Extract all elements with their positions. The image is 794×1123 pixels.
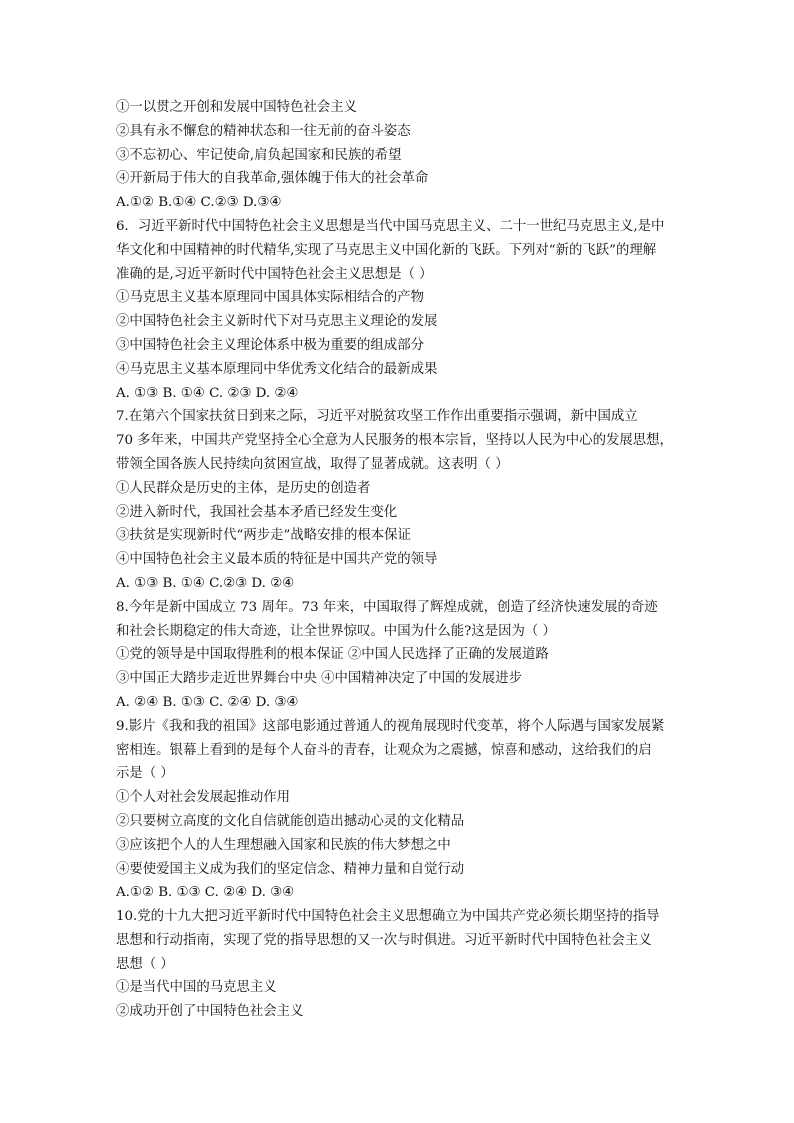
- option-line: ①是当代中国的马克思主义: [116, 980, 277, 996]
- option-line: ③应该把个人的人生理想融入国家和民族的伟大梦想之中: [116, 837, 451, 853]
- option-line: ③不忘初心、牢记使命,肩负起国家和民族的希望: [116, 147, 402, 163]
- option-line: ④开新局于伟大的自我革命,强体魄于伟大的社会革命: [116, 171, 429, 187]
- answer-choices: A. ①③ B. ①④ C.②③ D. ②④: [116, 575, 295, 591]
- option-line: ①一以贯之开创和发展中国特色社会主义: [116, 100, 358, 115]
- option-line: ③扶贫是实现新时代“两步走”战略安排的根本保证: [116, 528, 411, 544]
- option-line: ②成功开创了中国特色社会主义: [116, 1004, 304, 1020]
- question-8-stem: 8.今年是新中国成立 73 周年。73 年来，中国取得了辉煌成就，创造了经济快速发展的奇迹: [116, 599, 658, 615]
- option-line: ③中国正大踏步走近世界舞台中央 ④中国精神决定了中国的发展进步: [116, 671, 522, 687]
- question-10-stem: 思想和行动指南，实现了党的指导思想的又一次与时俱进。习近平新时代中国特色社会主义: [116, 932, 652, 948]
- option-line: ①党的领导是中国取得胜利的根本保证 ②中国人民选择了正确的发展道路: [116, 647, 549, 663]
- question-10-stem: 10.党的十九大把习近平新时代中国特色社会主义思想确立为中国共产党必须长期坚持的指导: [116, 909, 660, 925]
- option-line: ④马克思主义基本原理同中华优秀文化结合的最新成果: [116, 361, 438, 377]
- question-7-stem: 带领全国各族人民持续向贫困宣战，取得了显著成就。这表明（ ）: [116, 456, 509, 472]
- option-line: ②进入新时代，我国社会基本矛盾已经发生变化: [116, 504, 398, 520]
- question-8-stem: 和社会长期稳定的伟大奇迹，让全世界惊叹。中国为什么能?这是因为（ ）: [116, 623, 556, 639]
- question-6-stem: 准确的是,习近平新时代中国特色社会主义思想是（ ）: [116, 266, 433, 282]
- question-7-stem: 7.在第六个国家扶贫日到来之际，习近平对脱贫攻坚工作作出重要指示强调，新中国成立: [116, 409, 638, 425]
- question-9-stem: 示是（ ）: [116, 766, 174, 782]
- question-10-stem: 思想（ ）: [116, 956, 174, 972]
- answer-choices: A. ②④ B. ①③ C. ②④ D. ③④: [116, 694, 299, 710]
- option-line: ②具有永不懈怠的精神状态和一往无前的奋斗姿态: [116, 123, 411, 139]
- option-line: ①人民群众是历史的主体，是历史的创造者: [116, 480, 371, 496]
- option-line: ②只要树立高度的文化自信就能创造出撼动心灵的文化精品: [116, 813, 465, 829]
- option-line: ①个人对社会发展起推动作用: [116, 790, 291, 806]
- option-line: ④中国特色社会主义最本质的特征是中国共产党的领导: [116, 552, 438, 568]
- answer-choices: A.①② B. ①③ C. ②④ D. ③④: [116, 885, 295, 901]
- question-6-stem: 6．习近平新时代中国特色社会主义思想是当代中国马克思主义、二十一世纪马克思主义,是中: [116, 218, 665, 234]
- question-9-stem: 密相连。银幕上看到的是每个人奋斗的青春，让观众为之震撼，惊喜和感动，这给我们的启: [116, 742, 652, 758]
- option-line: ①马克思主义基本原理同中国具体实际相结合的产物: [116, 290, 424, 306]
- question-7-stem: 70 多年来，中国共产党坚持全心全意为人民服务的根本宗旨，坚持以人民为中心的发展思想，: [116, 433, 673, 449]
- question-9-stem: 9.影片《我和我的祖国》这部电影通过普通人的视角展现时代变革，将个人际遇与国家发展紧: [116, 718, 665, 734]
- option-line: ③中国特色社会主义理论体系中极为重要的组成部分: [116, 337, 424, 353]
- option-line: ④要使爱国主义成为我们的坚定信念、精神力量和自觉行动: [116, 861, 465, 877]
- answer-choices: A. ①③ B. ①④ C. ②③ D. ②④: [116, 385, 299, 401]
- question-6-stem: 华文化和中国精神的时代精华,实现了马克思主义中国化新的飞跃。下列对“新的飞跃”的理解: [116, 242, 657, 258]
- option-line: ②中国特色社会主义新时代下对马克思主义理论的发展: [116, 314, 438, 330]
- answer-choices: A.①② B.①④ C.②③ D.③④: [116, 195, 282, 211]
- exam-text: [116, 96, 686, 1024]
